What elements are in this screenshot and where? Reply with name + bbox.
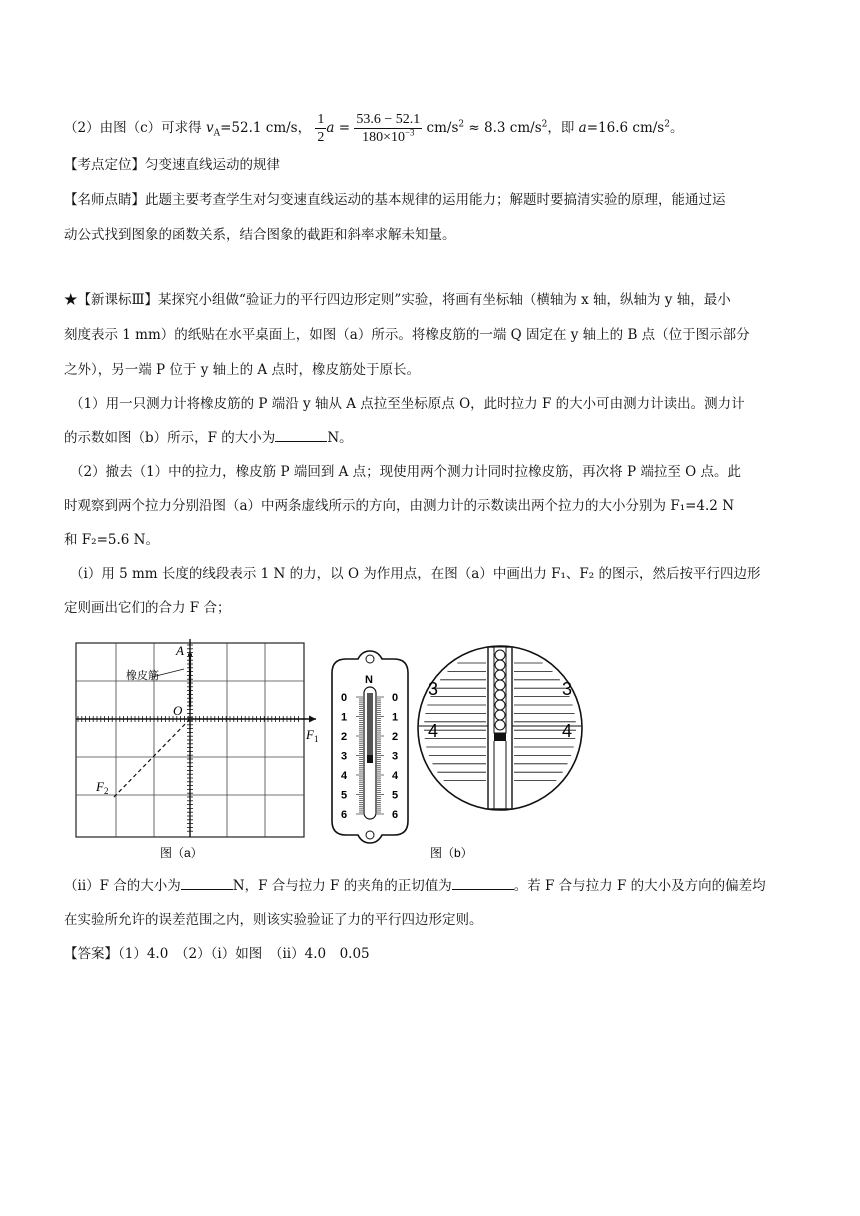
va-sub: A (213, 128, 221, 139)
problem-line2: 刻度表示 1 mm）的纸贴在水平桌面上，如图（a）所示。将橡皮筋的一端 Q 固定在 y 轴上的 B 点（位于图示部分 (64, 327, 750, 343)
q2-line1: （2）撤去（1）中的拉力，橡皮筋 P 端回到 A 点；现使用两个测力计同时拉橡皮筋，再次将 P 端拉至 O 点。此 (70, 464, 741, 480)
main-fraction (354, 111, 422, 146)
scale-label-5-r: 5 (392, 789, 399, 802)
q1-line1: （1）用一只测力计将橡皮筋的 P 端沿 y 轴从 A 点拉至坐标原点 O，此时拉力 F 的大小可由测力计读出。测力计 (70, 396, 745, 412)
frac-den-exp: −3 (404, 127, 415, 138)
q1-line2-text: 的示数如图（b）所示，F 的大小为 (64, 430, 276, 446)
unit1-exp: 2 (458, 119, 465, 130)
solution-part2 (64, 106, 804, 150)
qii-text-b: N，F 合与拉力 F 的夹角的正切值为 (232, 878, 452, 894)
scale-label-0-r: 0 (392, 692, 399, 704)
label-f2 (95, 779, 108, 796)
scale-label-6-r: 6 (392, 809, 399, 821)
label-f2-sub: 2 (103, 786, 109, 796)
approx: ≈ 8.3 cm/s (464, 120, 542, 136)
kaodian-line: 【考点定位】匀变速直线运动的规律 (64, 157, 280, 173)
frac-num: 53.6 − 52.1 (356, 112, 421, 127)
qii-text-a: （ii）F 合的大小为 (64, 878, 181, 894)
figures (70, 633, 590, 863)
qi-line1: （i）用 5 mm 长度的线段表示 1 N 的力，以 O 为作用点，在图（a）中画出力 F₁、F₂ 的图示，然后按平行四边形 (70, 566, 761, 582)
zoom-label-4-right: 4 (562, 721, 573, 741)
half-num: 1 (317, 112, 325, 127)
scale-label-4-l: 4 (341, 770, 348, 782)
label-f1 (305, 727, 318, 744)
half-fraction (315, 111, 326, 146)
caption-a: 图（a） (160, 846, 203, 860)
va-value: =52.1 cm/s， (220, 120, 312, 136)
zoom-label-3-right: 3 (562, 679, 573, 699)
scale-label-0-l: 0 (341, 692, 348, 704)
label-o: O (173, 703, 183, 718)
half-den: 2 (317, 130, 325, 145)
scale-label-2-l: 2 (341, 731, 348, 743)
approx-exp: 2 (541, 119, 548, 130)
tail-end: 。 (669, 120, 684, 136)
figures-svg (70, 633, 590, 863)
part2-prefix: （2）由图（c）可求得 (64, 120, 206, 136)
q2-line2: 时观察到两个拉力分别沿图（a）中两条虚线所示的方向，由测力计的示数读出两个拉力的大小分别为 F₁=4.2 N (64, 498, 735, 514)
scale-label-3-l: 3 (341, 750, 348, 763)
tail-prefix: ，即 (547, 120, 579, 136)
scale-label-4-r: 4 (392, 770, 399, 782)
frac-den-base: 180×10 (362, 130, 405, 145)
label-f2-main: F (96, 779, 104, 794)
mingshi-line2: 动公式找到图象的函数关系，结合图象的截距和斜率求解未知量。 (64, 227, 456, 243)
label-f1-main: F (306, 727, 314, 742)
scale-label-5-l: 5 (341, 789, 348, 802)
scale-label-3-r: 3 (392, 750, 399, 763)
scale-label-1-r: 1 (392, 711, 399, 724)
problem-line3: 之外），另一端 P 位于 y 轴上的 A 点时，橡皮筋处于原长。 (64, 362, 420, 378)
q1-unit: N。 (327, 430, 353, 446)
frac-den (354, 129, 422, 146)
problem-line1: ★【新课标Ⅲ】某探究小组做“验证力的平行四边形定则”实验，将画有坐标轴（横轴为 x 轴，纵轴为 y 轴，最小 (64, 292, 731, 308)
answer-blank-3 (452, 876, 514, 890)
figure-a-grid (76, 639, 316, 837)
scale-label-2-r: 2 (392, 731, 399, 743)
unit1: cm/s (422, 120, 459, 136)
q1-line2 (64, 428, 804, 448)
qii-line2: 在实验所允许的误差范围之内，则该实验验证了力的平行四边形定则。 (64, 912, 483, 928)
label-a: A (176, 643, 184, 658)
q2-line3: 和 F₂=5.6 N。 (64, 532, 159, 548)
answer-blank-1 (275, 428, 327, 442)
a-var: a (326, 120, 335, 136)
caption-b: 图（b） (430, 846, 473, 860)
qii-text-c: 。若 F 合与拉力 F 的大小及方向的偏差均 (513, 878, 766, 894)
zoom-label-3-left: 3 (428, 679, 439, 699)
qii-line1 (64, 876, 804, 896)
va-var: v (205, 120, 214, 136)
equals: = (334, 120, 355, 136)
zoom-view (418, 646, 582, 810)
label-rubber-band: 橡皮筋 (126, 670, 159, 682)
zoom-label-4-left: 4 (428, 721, 439, 741)
tail-exp: 2 (664, 119, 670, 130)
qi-line2: 定则画出它们的合力 F 合； (64, 600, 231, 616)
tail-value: =16.6 cm/s (586, 120, 665, 136)
unit-label: N (365, 674, 373, 686)
answer-line: 【答案】（1）4.0 （2）（i）如图 （ii）4.0 0.05 (64, 946, 370, 962)
answer-blank-2 (181, 876, 233, 890)
label-f1-sub: 1 (313, 734, 319, 744)
tail-var: a (578, 120, 587, 136)
mingshi-line1: 【名师点睛】此题主要考查学生对匀变速直线运动的基本规律的运用能力；解题时要搞清实验的原理，能通过运 (64, 192, 726, 208)
scale-label-1-l: 1 (341, 711, 348, 724)
scale-label-6-l: 6 (341, 809, 348, 821)
